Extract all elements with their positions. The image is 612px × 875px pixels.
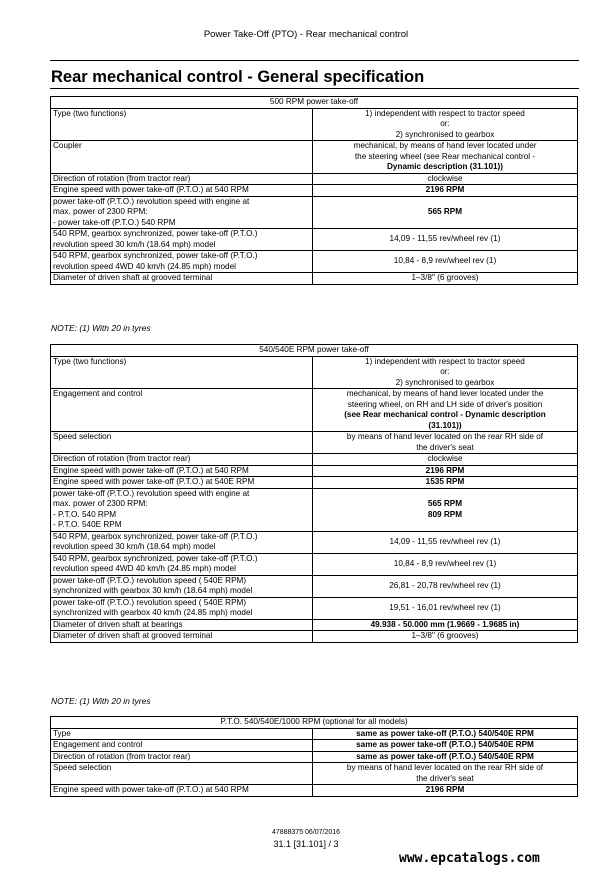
row-value: same as power take-off (P.T.O.) 540/540E RPM (313, 751, 578, 763)
row-value: 1–3/8" (6 grooves) (313, 273, 578, 285)
row-value: same as power take-off (P.T.O.) 540/540E RPM (313, 740, 578, 752)
table-row (51, 728, 578, 740)
row-value: 1535 RPM (313, 477, 578, 489)
row-value: mechanical, by means of hand lever located under the steering wheel (see Rear mechanical control - Dynamic description (31.101)) (313, 141, 578, 174)
running-header: Power Take-Off (PTO) - Rear mechanical control (203, 29, 409, 40)
row-value: 14,09 - 11,55 rev/wheel rev (1) (313, 229, 578, 251)
row-label: Type (two functions) (51, 356, 313, 389)
table-row (51, 763, 578, 785)
row-value: 1–3/8" (6 grooves) (313, 631, 578, 643)
row-label: Engagement and control (51, 389, 313, 432)
row-label: Direction of rotation (from tractor rear) (51, 173, 313, 185)
table-row (51, 389, 578, 432)
row-label: 540 RPM, gearbox synchronized, power take-off (P.T.O.) revolution speed 4WD 40 km/h (24.85 mph) model (51, 553, 313, 575)
table-row (51, 553, 578, 575)
table-row (51, 631, 578, 643)
row-value: same as power take-off (P.T.O.) 540/540E RPM (313, 728, 578, 740)
row-label: 540 RPM, gearbox synchronized, power take-off (P.T.O.) revolution speed 30 km/h (18.64 mph) model (51, 531, 313, 553)
row-label: Diameter of driven shaft at grooved terminal (51, 631, 313, 643)
table-row (51, 488, 578, 531)
table-heading: P.T.O. 540/540E/1000 RPM (optional for all models) (51, 717, 578, 729)
row-value: clockwise (313, 173, 578, 185)
row-label: power take-off (P.T.O.) revolution speed with engine at max. power of 2300 RPM: - P.T.O. 540 RPM - P.T.O. 540E RPM (51, 488, 313, 531)
row-label: Diameter of driven shaft at bearings (51, 619, 313, 631)
table-row (51, 751, 578, 763)
row-label: power take-off (P.T.O.) revolution speed ( 540E RPM) synchronized with gearbox 40 km/h (24.85 mph) model (51, 597, 313, 619)
table-heading: 500 RPM power take-off (51, 97, 578, 109)
table-row (51, 465, 578, 477)
row-label: power take-off (P.T.O.) revolution speed with engine at max. power of 2300 RPM: - power take-off (P.T.O.) 540 RPM (51, 196, 313, 229)
row-label: Engine speed with power take-off (P.T.O.) at 540 RPM (51, 185, 313, 197)
table-row (51, 185, 578, 197)
row-label: Engine speed with power take-off (P.T.O.) at 540 RPM (51, 465, 313, 477)
doc-reference: 47888375 06/07/2016 (271, 829, 341, 836)
table-row (51, 432, 578, 454)
row-label: 540 RPM, gearbox synchronized, power take-off (P.T.O.) revolution speed 30 km/h (18.64 mph) model (51, 229, 313, 251)
row-value: 2196 RPM (313, 185, 578, 197)
row-label: power take-off (P.T.O.) revolution speed ( 540E RPM) synchronized with gearbox 30 km/h (18.64 mph) model (51, 575, 313, 597)
row-value: 565 RPM 809 RPM (313, 488, 578, 531)
row-value: by means of hand lever located on the rear RH side of the driver's seat (313, 763, 578, 785)
row-label: Type (two functions) (51, 108, 313, 141)
spec-table-500rpm (50, 96, 578, 285)
row-value: 14,09 - 11,55 rev/wheel rev (1) (313, 531, 578, 553)
note-tyres: NOTE: (1) With 20 in tyres (51, 696, 151, 706)
row-value: 19,51 - 16,01 rev/wheel rev (1) (313, 597, 578, 619)
row-value: 49.938 - 50.000 mm (1.9669 - 1.9685 in) (313, 619, 578, 631)
row-label: Direction of rotation (from tractor rear) (51, 454, 313, 466)
row-value: 2196 RPM (313, 465, 578, 477)
spec-table-540-540e (50, 344, 578, 643)
row-value: 26,81 - 20,78 rev/wheel rev (1) (313, 575, 578, 597)
table-row (51, 273, 578, 285)
row-value: 10,84 - 8,9 rev/wheel rev (1) (313, 251, 578, 273)
table-row (51, 531, 578, 553)
table-row (51, 108, 578, 141)
watermark: www.epcatalogs.com (399, 851, 540, 866)
row-label: Diameter of driven shaft at grooved terminal (51, 273, 313, 285)
table-row (51, 356, 578, 389)
table-row (51, 173, 578, 185)
table-row (51, 619, 578, 631)
row-label: Engine speed with power take-off (P.T.O.) at 540 RPM (51, 785, 313, 797)
row-label: Coupler (51, 141, 313, 174)
row-value: 10,84 - 8,9 rev/wheel rev (1) (313, 553, 578, 575)
table-row (51, 196, 578, 229)
title-rule (50, 88, 579, 89)
page-reference: 31.1 [31.101] / 3 (273, 839, 339, 849)
table-row (51, 229, 578, 251)
row-value: 2196 RPM (313, 785, 578, 797)
table-row (51, 141, 578, 174)
table-row (51, 740, 578, 752)
note-tyres: NOTE: (1) With 20 in tyres (51, 323, 151, 333)
table-row (51, 477, 578, 489)
row-value: 1) independent with respect to tractor speed or: 2) synchronised to gearbox (313, 356, 578, 389)
row-value: 565 RPM (313, 196, 578, 229)
row-label: 540 RPM, gearbox synchronized, power take-off (P.T.O.) revolution speed 4WD 40 km/h (24.85 mph) model (51, 251, 313, 273)
row-value: clockwise (313, 454, 578, 466)
table-row (51, 454, 578, 466)
row-label: Engine speed with power take-off (P.T.O.) at 540E RPM (51, 477, 313, 489)
row-value: mechanical, by means of hand lever located under the steering wheel, on RH and LH side of driver's position (see Rear mechanical control - Dynamic description (31.101)) (313, 389, 578, 432)
row-label: Speed selection (51, 763, 313, 785)
top-rule (50, 60, 579, 61)
table-row (51, 785, 578, 797)
row-label: Speed selection (51, 432, 313, 454)
table-row (51, 597, 578, 619)
spec-table-540-540e-1000 (50, 716, 578, 797)
table-row (51, 251, 578, 273)
row-label: Type (51, 728, 313, 740)
table-row (51, 575, 578, 597)
row-value: by means of hand lever located on the rear RH side of the driver's seat (313, 432, 578, 454)
page-title: Rear mechanical control - General specification (51, 68, 425, 86)
row-label: Direction of rotation (from tractor rear) (51, 751, 313, 763)
row-value: 1) independent with respect to tractor speed or: 2) synchronised to gearbox (313, 108, 578, 141)
table-heading: 540/540E RPM power take-off (51, 345, 578, 357)
row-label: Engagement and control (51, 740, 313, 752)
